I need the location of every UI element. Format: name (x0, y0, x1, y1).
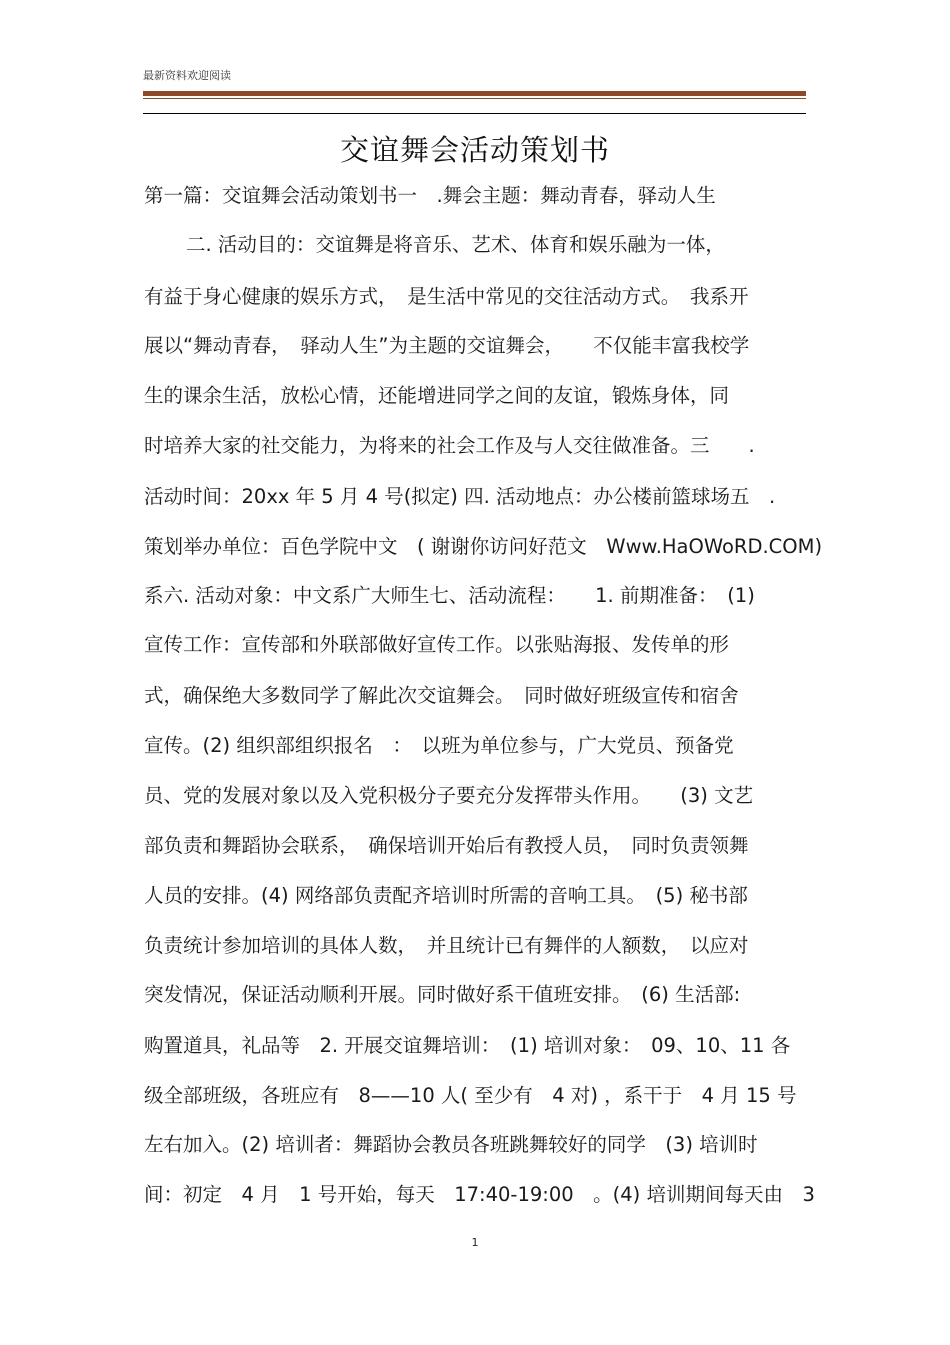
body-line: 策划举办单位：百色学院中文 ( 谢谢你访问好范文 Www.HaOWoRD.COM) (144, 535, 823, 558)
body-line: 第一篇：交谊舞会活动策划书一 .舞会主题：舞动青春，驿动人生 (144, 184, 716, 207)
body-line: 间：初定 4 月 1 号开始，每天 17:40-19:00 。(4) 培训期间每天由 3 (144, 1183, 815, 1206)
header-rule-black (143, 113, 806, 114)
body-line: 员、党的发展对象以及入党积极分子要充分发挥带头作用。 (3) 文艺 (144, 784, 754, 807)
body-line: 人员的安排。(4) 网络部负责配齐培训时所需的音响工具。 (5) 秘书部 (144, 884, 748, 907)
body-line: 二. 活动目的：交谊舞是将音乐、艺术、体育和娱乐融为一体， (186, 233, 725, 256)
body-line: 生的课余生活，放松心情，还能增进同学之间的友谊，锻炼身体，同 (144, 384, 730, 407)
body-line: 突发情况，保证活动顺利开展。同时做好系干值班安排。 (6) 生活部: (144, 983, 741, 1006)
body-line: 宣传工作：宣传部和外联部做好宣传工作。以张贴海报、发传单的形 (144, 633, 730, 656)
body-line: 左右加入。(2) 培训者：舞蹈协会教员各班跳舞较好的同学 (3) 培训时 (144, 1133, 758, 1156)
body-line: 购置道具，礼品等 2. 开展交谊舞培训： (1) 培训对象： 09、10、11 各 (144, 1034, 791, 1057)
body-line: 式，确保绝大多数同学了解此次交谊舞会。 同时做好班级宣传和宿舍 (144, 684, 739, 707)
document-title: 交谊舞会活动策划书 (339, 133, 610, 167)
running-header: 最新资料欢迎阅读 (143, 69, 231, 82)
body-line: 宣传。(2) 组织部组织报名 ： 以班为单位参与，广大党员、预备党 (144, 734, 734, 757)
body-line: 系六. 活动对象：中文系广大师生七、活动流程： 1. 前期准备： (1) (144, 584, 755, 607)
body-line: 时培养大家的社交能力，为将来的社会工作及与人交往做准备。三 . (144, 434, 755, 457)
body-line: 部负责和舞蹈协会联系， 确保培训开始后有教授人员， 同时负责领舞 (144, 834, 749, 857)
body-line: 活动时间：20xx 年 5 月 4 号(拟定) 四. 活动地点：办公楼前篮球场五 . (144, 485, 776, 508)
page-clip (0, 1218, 950, 1230)
body-line: 级全部班级，各班应有 8——10 人( 至少有 4 对) ，系干于 4 月 15 号 (144, 1084, 797, 1107)
body-line: 负责统计参加培训的具体人数， 并且统计已有舞伴的人额数， 以应对 (144, 934, 749, 957)
body-line: 有益于身心健康的娱乐方式， 是生活中常见的交往活动方式。 我系开 (144, 285, 749, 308)
header-rule-thin (143, 98, 806, 99)
header-rule-thick (143, 91, 806, 96)
page-number: 1 (471, 1236, 479, 1249)
body-line: 展以“舞动青春， 驿动人生”为主题的交谊舞会， 不仅能丰富我校学 (144, 334, 750, 357)
